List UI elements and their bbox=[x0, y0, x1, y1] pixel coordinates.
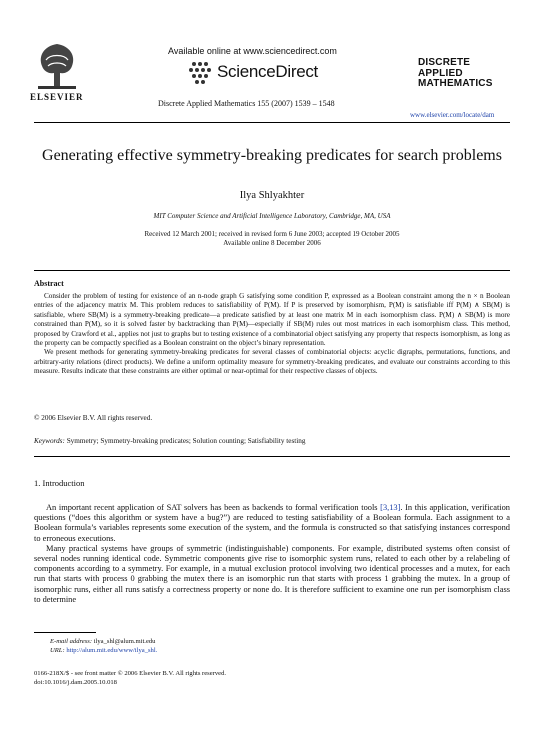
abstract-bottom-rule bbox=[34, 456, 510, 457]
intro-paragraph bbox=[34, 503, 510, 544]
abstract-top-rule bbox=[34, 270, 510, 271]
intro-text: An important recent application of SAT solvers has been as backends to formal verification tools bbox=[46, 503, 381, 512]
author-affiliation: MIT Computer Science and Artificial Intelligence Laboratory, Cambridge, MA, USA bbox=[153, 212, 391, 220]
journal-logo bbox=[418, 58, 493, 90]
journal-url-link[interactable]: www.elsevier.com/locate/dam bbox=[410, 111, 495, 119]
keywords bbox=[34, 437, 305, 445]
abstract-copyright: © 2006 Elsevier B.V. All rights reserved. bbox=[34, 414, 153, 422]
article-author: Ilya Shlyakhter bbox=[239, 190, 305, 201]
header-rule bbox=[34, 122, 510, 123]
available-online-text[interactable]: Available online at www.sciencedirect.com bbox=[168, 46, 337, 56]
email-label: E-mail address: bbox=[50, 638, 93, 645]
received-dates: Received 12 March 2001; received in revised form 6 June 2003; accepted 19 October 2005 bbox=[144, 230, 400, 238]
abstract-heading: Abstract bbox=[34, 279, 64, 288]
keywords-list: Symmetry; Symmetry-breaking predicates; Solution counting; Satisfiability testing bbox=[66, 437, 306, 445]
citation-link[interactable]: [3,13] bbox=[380, 503, 401, 512]
author-url-link[interactable]: http://alum.mit.edu/www/ilya_shl. bbox=[66, 647, 158, 654]
sciencedirect-logo-text: ScienceDirect bbox=[217, 62, 318, 81]
issn-line: 0166-218X/$ - see front matter © 2006 Elsevier B.V. All rights reserved. bbox=[34, 670, 227, 677]
doi-line[interactable]: doi:10.1016/j.dam.2005.10.018 bbox=[34, 679, 117, 686]
journal-logo-line: APPLIED bbox=[418, 67, 463, 79]
abstract-paragraph: We present methods for generating symmetry-breaking predicates for several classes of combinatorial objects: acyclic digraphs, permutations, functions, and arbitrary-arity relations (direct products). We define a uniform optimality measure for symmetry-breaking predicates, and evaluate our constraints according to this measure. Results indicate that these constraints are either optimal or near-optimal for their respective classes of objects. bbox=[34, 348, 510, 376]
intro-paragraph: Many practical systems have groups of symmetric (indistinguishable) components. For example, distributed systems often consist of several nodes running identical code. Symmetric components give rise to isomorphic system runs, related to each other by a relabeling of components according to a symmetry. For example, in a mutual exclusion protocol involving two identical processes and a mutex, for each run that starts with process 0 grabbing the mutex there is an isomorphic run that starts with process 1 grabbing the mutex. In a group of isomorphic runs, either all runs satisfy a correctness property or none do. It is therefore sufficient to examine one run per isomorphism class to determine bbox=[34, 543, 510, 604]
publisher-name: ELSEVIER bbox=[30, 92, 84, 102]
available-date: Available online 8 December 2006 bbox=[223, 239, 321, 247]
abstract-paragraph: Consider the problem of testing for existence of an n-node graph G satisfying some condition P, expressed as a Boolean constraint among the n × n Boolean entries of the adjacency matrix M. This problem reduces to satisfiability of P(M). If P is preserved by isomorphism, P(M) is satisfiable iff P(M) ∧ SB(M) is satisfiable, where SB(M) is a symmetry-breaking predicate—a predicate satisfied by at least one matrix M in each isomorphism class. P(M) ∧ SB(M) is more constrained than P(M), so it is solved faster by backtracking than P(M)—especially if SB(M) rules out most matrices in each isomorphism class. This method, proposed by Crawford et al., applies not just to graphs but to testing existence of a combinatorial object satisfying any property that respects isomorphism, as long as the property can be compactly specified as a Boolean constraint on the object’s binary representation. bbox=[34, 292, 510, 348]
footnote-rule bbox=[34, 632, 96, 633]
journal-citation: Discrete Applied Mathematics 155 (2007) 1539 – 1548 bbox=[158, 99, 335, 108]
section-heading-introduction: 1. Introduction bbox=[34, 478, 85, 488]
footnote-url bbox=[50, 647, 157, 654]
url-label: URL: bbox=[50, 647, 65, 654]
journal-logo-line: DISCRETE bbox=[418, 57, 471, 68]
abstract-body bbox=[34, 292, 510, 377]
journal-logo-line: MATHEMATICS bbox=[418, 78, 493, 89]
elsevier-tree-logo bbox=[34, 40, 80, 90]
email-address[interactable]: ilya_shl@alum.mit.edu bbox=[93, 638, 156, 645]
intro-text: . In this application, verification questions (“does this algorithm or system have a bug?”) are reduced to testing satisfiability of a Boolean formula. Each assignment to a Boolean formula’s variables represents some execution of the system, and the formula is constructed so that satisfying instances correspond to erroneous executions. bbox=[34, 503, 510, 543]
footnote-email bbox=[50, 638, 155, 645]
article-title: Generating effective symmetry-breaking predicates for search problems bbox=[42, 147, 502, 164]
introduction-body bbox=[34, 503, 510, 605]
keywords-label: Keywords: bbox=[34, 437, 65, 445]
article-dates bbox=[34, 230, 510, 248]
